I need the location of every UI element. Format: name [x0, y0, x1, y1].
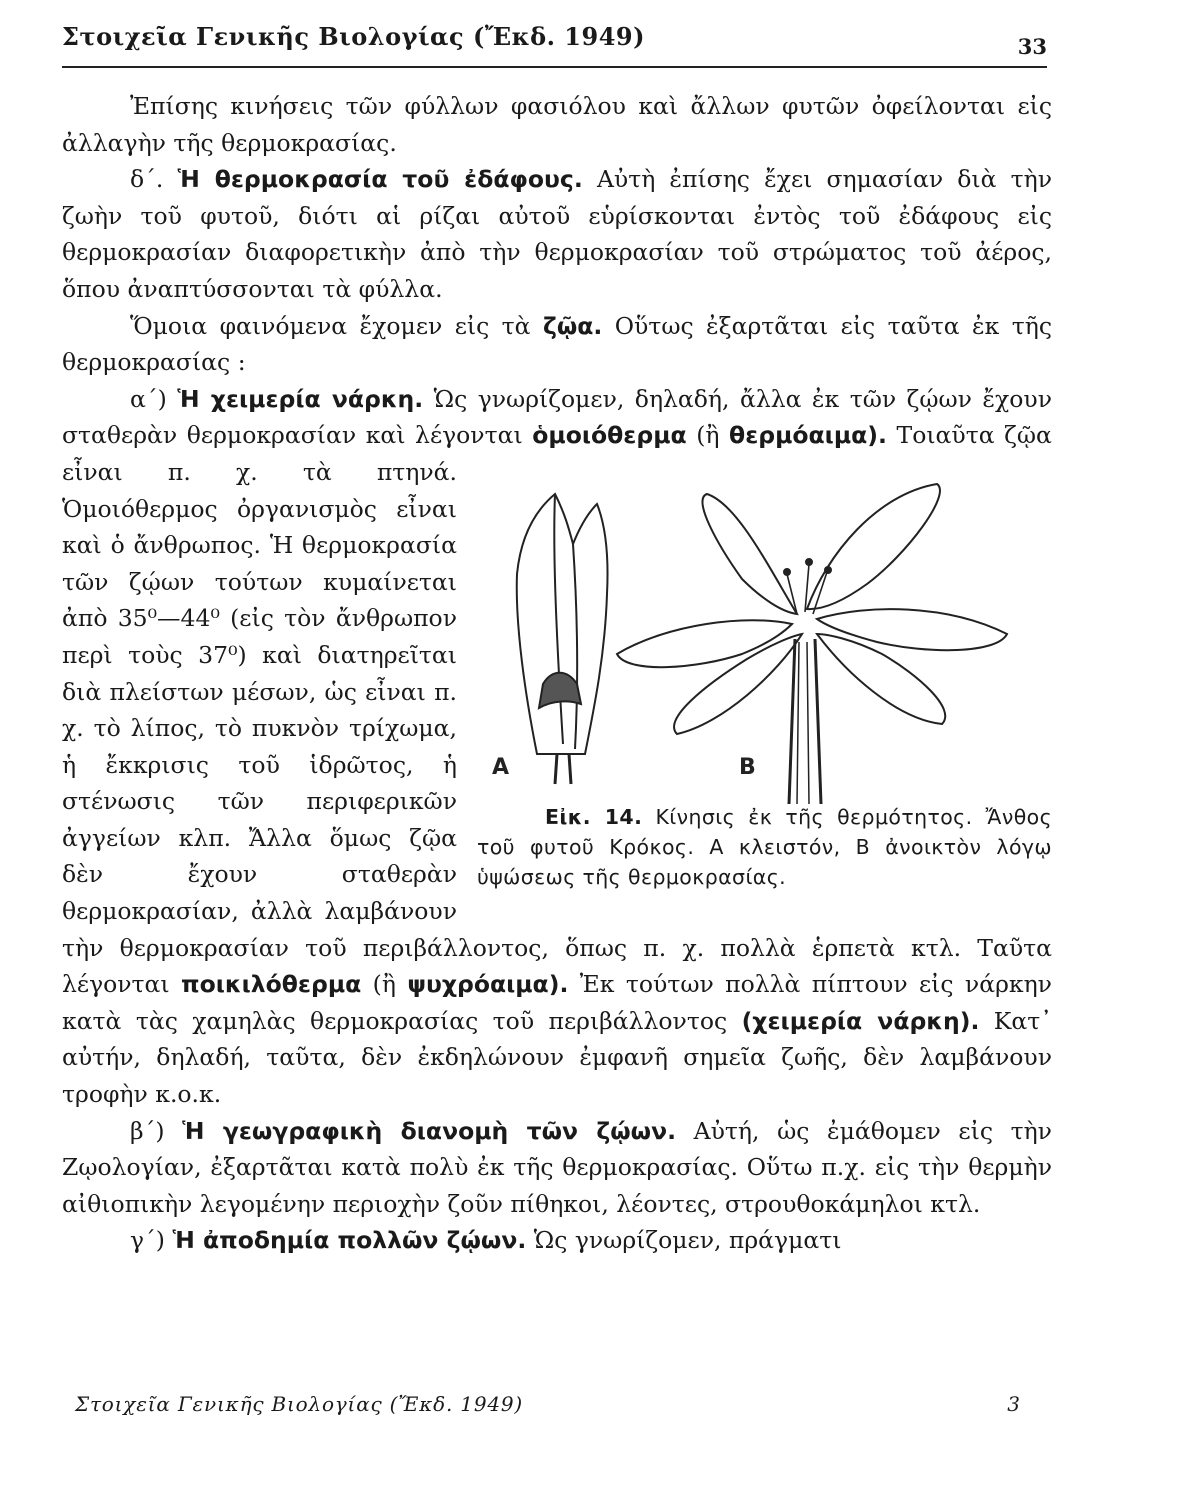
figure-caption [477, 802, 1052, 892]
paragraph-soil-temperature [62, 161, 1052, 307]
section-heading: Ἡ χειμερία νάρκη. [177, 384, 424, 413]
paragraph-hibernation [62, 381, 1052, 1113]
bold-term: ποικιλόθερμα [181, 970, 362, 999]
open-crocus-flower [617, 484, 1007, 804]
section-heading: Ἡ γεωγραφικὴ διανομὴ τῶν ζῴων. [182, 1116, 677, 1145]
paragraph-text: Ἐπίσης κινήσεις τῶν φύλλων φασιόλου καὶ ἄλλων φυτῶν ὀφείλονται εἰς ἀλλαγὴν τῆς θερμοκρασίας. [62, 92, 1052, 157]
bold-term: ψυχρόαιμα). [407, 970, 569, 999]
paragraph-text: (ἢ [696, 421, 720, 450]
bold-term: ὁμοιόθερμα [532, 421, 687, 450]
footer-title: Στοιχεῖα Γενικῆς Βιολογίας (Ἔκδ. 1949) [75, 1392, 524, 1416]
figure-caption-label: Εἰκ. 14. [545, 804, 643, 829]
paragraph-distribution [62, 1113, 1052, 1223]
section-label: α΄) [130, 384, 167, 413]
paragraph-leaf-movement [62, 88, 1052, 161]
paragraph-text: Ὡς γνωρίζομεν, δηλαδή, ἄλλα ἐκ τῶν ζῴων ἔχουν σταθερὰν θερμοκρασίαν καὶ λέγονται [62, 384, 1052, 450]
section-heading: Ἡ ἀποδημία πολλῶν ζῴων. [172, 1226, 527, 1255]
section-heading: Ἡ θερμοκρασία τοῦ ἐδάφους. [177, 165, 583, 194]
paragraph-text: Ὡς γνωρίζομεν, πράγματι [533, 1226, 842, 1255]
running-footer [75, 1388, 1020, 1428]
figure-caption-text: Κίνησις ἐκ τῆς θερμότητος. Ἄνθος τοῦ φυτοῦ Κρόκος. Α κλειστόν, Β ἀνοικτὸν λόγῳ ὑψώσεως τῆς θερμοκρασίας. [477, 804, 1053, 889]
section-label: β΄) [130, 1116, 165, 1145]
paragraph-text: (ἢ [372, 970, 396, 999]
paragraph-text: Αὐτή, ὡς ἐμάθομεν εἰς τὴν Ζῳολογίαν, ἐξαρτᾶται κατὰ πολὺ ἐκ τῆς θερμοκρασίας. Οὕτω π.χ. εἰς τὴν θερμὴν αἰθιοπικὴν λεγομένην περιοχὴν ζοῦν πίθηκοι, λέοντες, στρουθοκάμηλοι κτλ. [62, 1116, 1052, 1218]
closed-crocus-bud [517, 494, 608, 784]
paragraph-migration [62, 1222, 1052, 1259]
paragraph-text: Αὐτὴ ἐπίσης ἔχει σημασίαν διὰ τὴν ζωὴν τοῦ φυτοῦ, διότι αἱ ρίζαι αὐτοῦ εὑρίσκονται ἐντὸς τοῦ ἐδάφους εἰς θερμοκρασίαν διαφορετικὴν ἀπὸ τὴν θερμοκρασίαν τοῦ στρώματος τοῦ ἀέρος, ὅπου ἀναπτύσσονται τὰ φύλλα. [62, 165, 1052, 303]
figure-crocus [477, 464, 1052, 902]
bold-term: ζῷα. [542, 311, 603, 340]
figure-label-b: B [739, 754, 756, 780]
paragraph-text: Οὕτως ἐξαρτᾶται εἰς ταῦτα ἐκ τῆς θερμοκρασίας : [62, 311, 1052, 377]
header-title: Στοιχεῖα Γενικῆς Βιολογίας (Ἔκδ. 1949) [62, 22, 645, 51]
paragraph-text: Κατ᾽ αὐτήν, δηλαδή, ταῦτα, δὲν ἐκδηλώνουν ἐμφανῆ σημεῖα ζωῆς, δὲν λαμβάνουν τροφὴν κ.ο.κ. [62, 1006, 1052, 1109]
page-number: 33 [1017, 34, 1047, 59]
footer-page-number: 3 [1007, 1392, 1020, 1416]
paragraph-text: Τοιαῦτα ζῷα εἶναι π. χ. τὰ πτηνά. Ὁμοιόθερμος ὀργανισμὸς εἶναι καὶ ὁ ἄνθρωπος. Ἡ θερμοκρασία τῶν ζῴων τούτων κυμαίνεται ἀπὸ 35⁰—44⁰ (εἰς τὸν ἄνθρωπον περὶ τοὺς 37⁰) καὶ διατηρεῖται διὰ πλείστων μέσων, ὡς εἶναι π. χ. τὸ λίπος, τὸ πυκνὸν τρίχωμα, ἡ ἔκκρισις τοῦ ἱδρῶτος, ἡ στένωσις τῶν περιφερικῶν ἀγγείων κλπ. Ἄλλα ὅμως ζῷα δὲν ἔχουν σταθερὰν θερμοκρασίαν, ἀλλὰ λαμβάνουν τὴν θερμοκρασίαν τοῦ περιβάλλοντος, ὅπως π. χ. πολλὰ ἑρπετὰ κτλ. Ταῦτα λέγονται [62, 421, 1052, 999]
body-text [62, 88, 1052, 1259]
crocus-flower-illustration [477, 464, 1052, 804]
paragraph-animals [62, 308, 1052, 381]
section-label: δ΄. [130, 165, 164, 194]
running-header [62, 18, 1047, 68]
paragraph-text: Ἐκ τούτων πολλὰ πίπτουν εἰς νάρκην κατὰ τὰς χαμηλὰς θερμοκρασίας τοῦ περιβάλλοντος [62, 970, 1052, 1035]
bold-term: (χειμερία νάρκη). [741, 1006, 980, 1035]
paragraph-text: Ὅμοια φαινόμενα ἔχομεν εἰς τὰ [130, 311, 531, 340]
section-label: γ΄) [130, 1226, 165, 1255]
bold-term: θερμόαιμα). [729, 421, 887, 450]
figure-label-a: A [492, 754, 510, 780]
